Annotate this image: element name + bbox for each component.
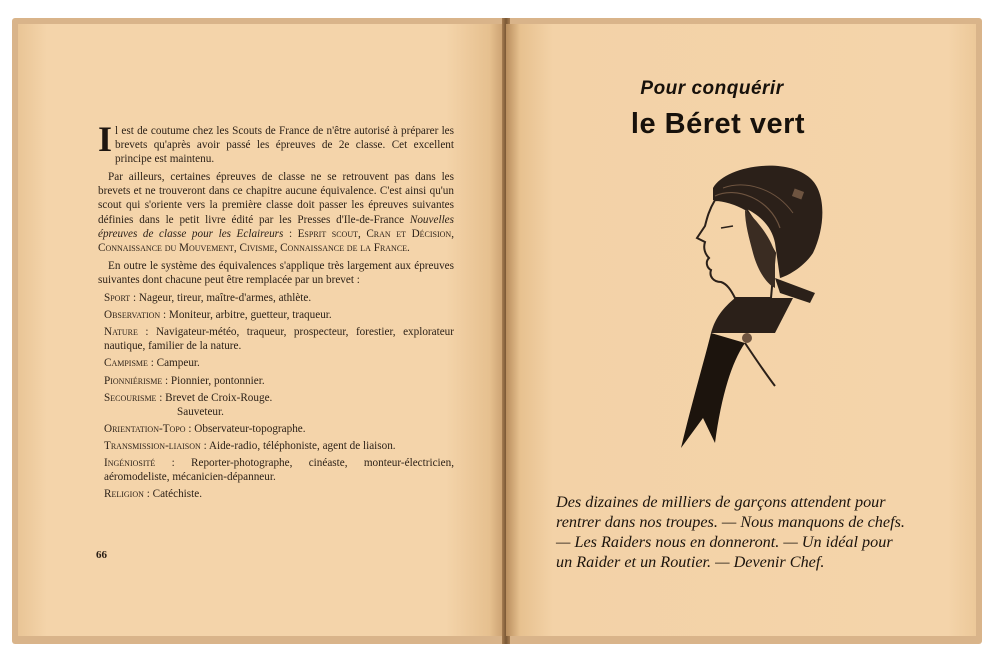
equivalence-row [177, 405, 454, 419]
equivalence-row [104, 391, 454, 405]
caption-line: rentrer dans nos troupes. — Nous manquons de chefs. [556, 513, 905, 531]
equivalence-category: Transmission-liaison : [104, 439, 207, 452]
equivalence-row [104, 374, 454, 388]
book-title-italic: Nouvelles épreuves de classe pour les Eclaireurs [98, 213, 454, 240]
equivalence-row [104, 308, 454, 322]
equivalence-category: Observation : [104, 309, 167, 322]
equivalence-row [104, 456, 454, 484]
paragraph-equivalences-text: En outre le système des équivalences s'applique très largement aux épreuves suivantes dont chacune peut être remplacée par un brevet : [98, 259, 454, 286]
caption-line: un Raider et un Routier. — Devenir Chef. [556, 553, 825, 571]
caption-line: Des dizaines de milliers de garçons attendent pour [556, 493, 886, 511]
drop-cap: I [98, 119, 113, 159]
paragraph-epreuves-list: : Esprit scout, Cran et Décision, Connaissance du Mouvement, Civisme, Connaissance de la France. [98, 227, 455, 254]
equivalence-category: Religion : [104, 488, 150, 501]
scout-profile-illustration [675, 158, 835, 458]
equivalence-row [104, 487, 454, 501]
paragraph-epreuves-text: Par ailleurs, certaines épreuves de classe ne se retrouvent pas dans les brevets et ne trouveront dans ce chapitre aucune équivalence. C'est ainsi qu'un scout qui s'oriente vers la première classe doit passer les épreuves suivantes définies dans le petit livre édité par les Presses d'Ile-de-France [98, 171, 454, 226]
equivalence-items: Nageur, tireur, maître-d'armes, athlète. [138, 292, 312, 305]
page-number: 66 [96, 549, 107, 561]
equivalence-items: Brevet de Croix-Rouge. [165, 391, 273, 404]
caption [556, 492, 926, 572]
paragraph-intro [98, 119, 454, 166]
equivalence-items: Reporter-photographe, cinéaste, monteur-électricien, aéromodeliste, mécanicien-dépanneur. [104, 456, 455, 484]
equivalence-category: Pionniérisme : [104, 374, 169, 387]
equivalence-items: Observateur-topographe. [194, 422, 306, 435]
equivalence-row [104, 422, 454, 436]
equivalence-items: Moniteur, arbitre, guetteur, traqueur. [168, 309, 332, 322]
equivalence-category: Nature : [104, 326, 149, 339]
left-page-text [98, 119, 455, 504]
paragraph-intro-text: l est de coutume chez les Scouts de France de n'être autorisé à préparer les brevets qu'après avoir passé les épreuves de 2e classe. Cet excellent principe est maintenu. [115, 125, 454, 166]
equivalence-items: Catéchiste. [152, 488, 203, 501]
equivalence-row [104, 356, 454, 370]
equivalence-items: Aide-radio, téléphoniste, agent de liaison. [208, 439, 396, 452]
page-supertitle: Pour conquérir [640, 78, 784, 99]
equivalence-items: Sauveteur. [177, 405, 224, 418]
equivalence-category: Campisme : [104, 357, 154, 370]
equivalence-row [104, 325, 454, 353]
equivalence-row [104, 439, 454, 453]
equivalence-items: Pionnier, pontonnier. [170, 374, 265, 387]
equivalence-items: Campeur. [156, 357, 200, 370]
equivalence-row [104, 291, 454, 305]
paragraph-epreuves [98, 170, 454, 255]
caption-line: — Les Raiders nous en donneront. — Un idéal pour [556, 533, 893, 551]
equivalence-category: Secourisme : [104, 391, 163, 404]
page-title: le Béret vert [630, 108, 806, 140]
equivalence-category: Orientation-Topo : [104, 422, 192, 435]
equivalence-category: Ingéniosité : [104, 456, 175, 469]
equivalence-items: Navigateur-météo, traqueur, prospecteur, forestier, explorateur nautique, familier de la nature. [104, 326, 455, 353]
equivalence-category: Sport : [104, 292, 137, 305]
equivalence-list [98, 291, 454, 501]
paragraph-equivalences [98, 259, 454, 287]
